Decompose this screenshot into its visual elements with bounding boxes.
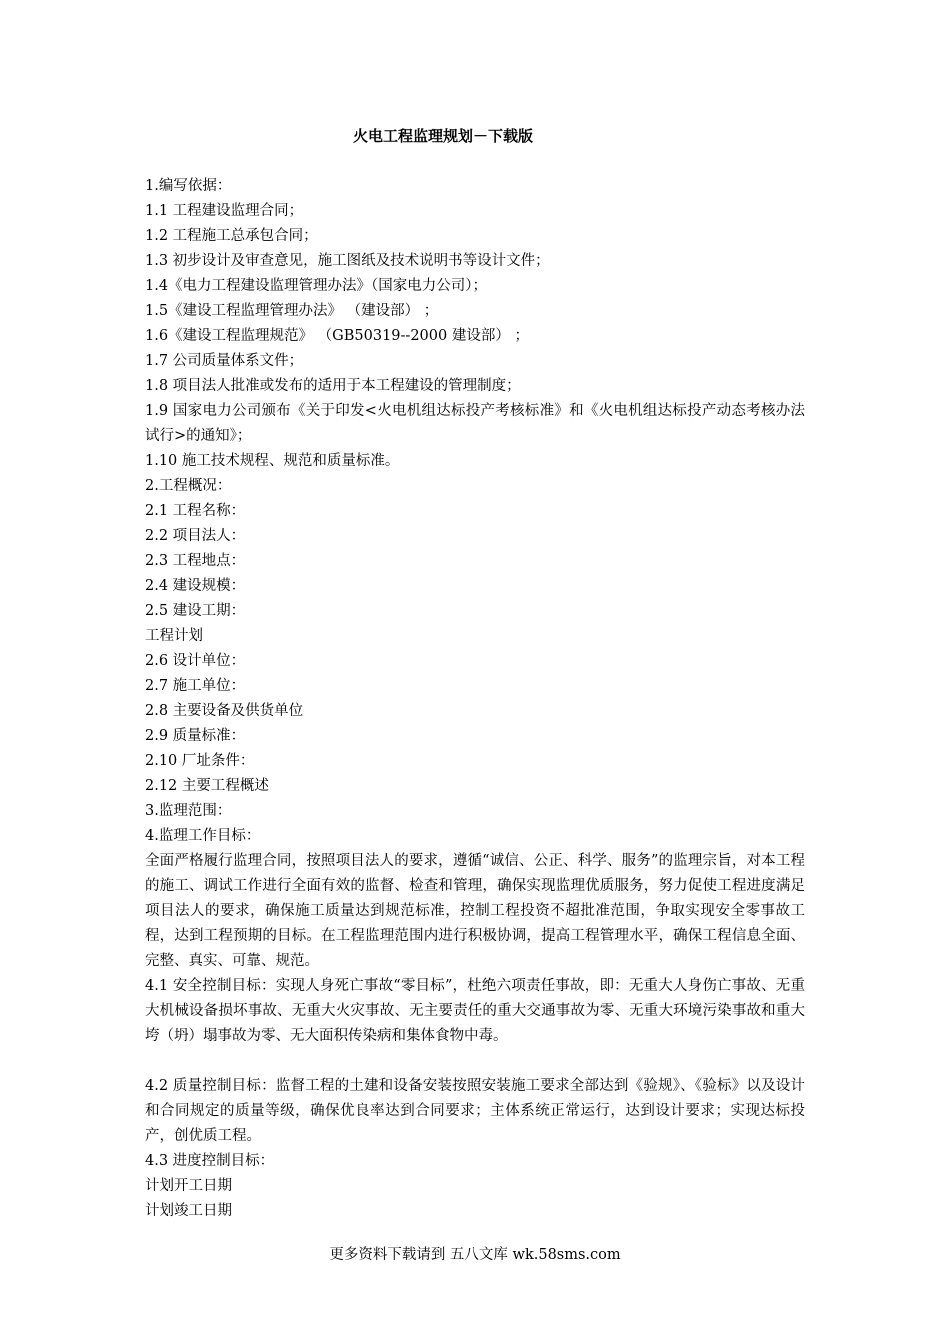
section-line: 1.编写依据： [145, 178, 232, 194]
paragraph-4-2: 4.2 质量控制目标：监督工程的土建和设备安装按照安装施工要求全部达到《验规》、《验标》以及设计和合同规定的质量等级，确保优良率达到合同要求；主体系统正常运行，达到设计要求；实现达标投产，创优质工程。 [145, 1078, 805, 1144]
section-line: 1.1 工程建设监理合同； [145, 203, 304, 219]
section-line: 2.8 主要设备及供货单位 [145, 703, 304, 719]
section-line: 2.12 主要工程概述 [145, 778, 269, 794]
section-line: 2.2 项目法人： [145, 528, 246, 544]
section-line: 1.5《建设工程监理管理办法》 （建设部） ； [145, 303, 439, 319]
section-line: 1.6《建设工程监理规范》 （GB50319--2000 建设部） ； [145, 328, 529, 344]
document-body [145, 174, 805, 1224]
section-line: 工程计划 [145, 628, 203, 644]
section-line: 2.工程概况： [145, 478, 232, 494]
section-line: 2.10 厂址条件： [145, 753, 255, 769]
section-line: 2.3 工程地点： [145, 553, 246, 569]
section-line: 1.2 工程施工总承包合同； [145, 228, 318, 244]
footer-download-notice: 更多资料下载请到 五八文库 wk.58sms.com [329, 1247, 621, 1263]
section-line: 1.3 初步设计及审查意见，施工图纸及技术说明书等设计文件； [145, 253, 550, 269]
section-line: 2.6 设计单位： [145, 653, 246, 669]
blank-line [145, 1049, 805, 1074]
section-line: 1.4《电力工程建设监理管理办法》（国家电力公司）； [145, 278, 488, 294]
section-line: 1.10 施工技术规程、规范和质量标准。 [145, 453, 400, 469]
section-line: 1.7 公司质量体系文件； [145, 353, 304, 369]
section-line: 计划竣工日期 [145, 1203, 232, 1219]
document-title: 火电工程监理规划－下载版 [352, 127, 533, 145]
paragraph-goal: 全面严格履行监理合同，按照项目法人的要求，遵循“诚信、公正、科学、服务”的监理宗旨，对本工程的施工、调试工作进行全面有效的监督、检查和管理，确保实现监理优质服务，努力促使工程进度满足项目法人的要求，确保施工质量达到规范标准，控制工程投资不超批准范围，争取实现安全零事故工程，达到工程预期的目标。在工程监理范围内进行积极协调，提高工程管理水平，确保工程信息全面、完整、真实、可靠、规范。 [145, 853, 805, 969]
section-line: 2.4 建设规模： [145, 578, 246, 594]
section-line: 2.9 质量标准： [145, 728, 246, 744]
section-line: 2.1 工程名称： [145, 503, 246, 519]
section-line: 4.监理工作目标： [145, 828, 261, 844]
section-line: 1.8 项目法人批准或发布的适用于本工程建设的管理制度； [145, 378, 521, 394]
paragraph-1-9: 1.9 国家电力公司颁布《关于印发<火电机组达标投产考核标准》和《火电机组达标投产动态考核办法试行>的通知》； [145, 403, 805, 444]
section-line: 4.3 进度控制目标： [145, 1153, 275, 1169]
paragraph-4-1: 4.1 安全控制目标：实现人身死亡事故“零目标”，杜绝六项责任事故，即：无重大人身伤亡事故、无重大机械设备损坏事故、无重大火灾事故、无主要责任的重大交通事故为零、无重大环境污染事故和重大垮（坍）塌事故为零、无大面积传染病和集体食物中毒。 [145, 978, 805, 1044]
section-line: 2.7 施工单位： [145, 678, 246, 694]
section-line: 计划开工日期 [145, 1178, 232, 1194]
section-line: 2.5 建设工期： [145, 603, 246, 619]
section-line: 3.监理范围： [145, 803, 232, 819]
